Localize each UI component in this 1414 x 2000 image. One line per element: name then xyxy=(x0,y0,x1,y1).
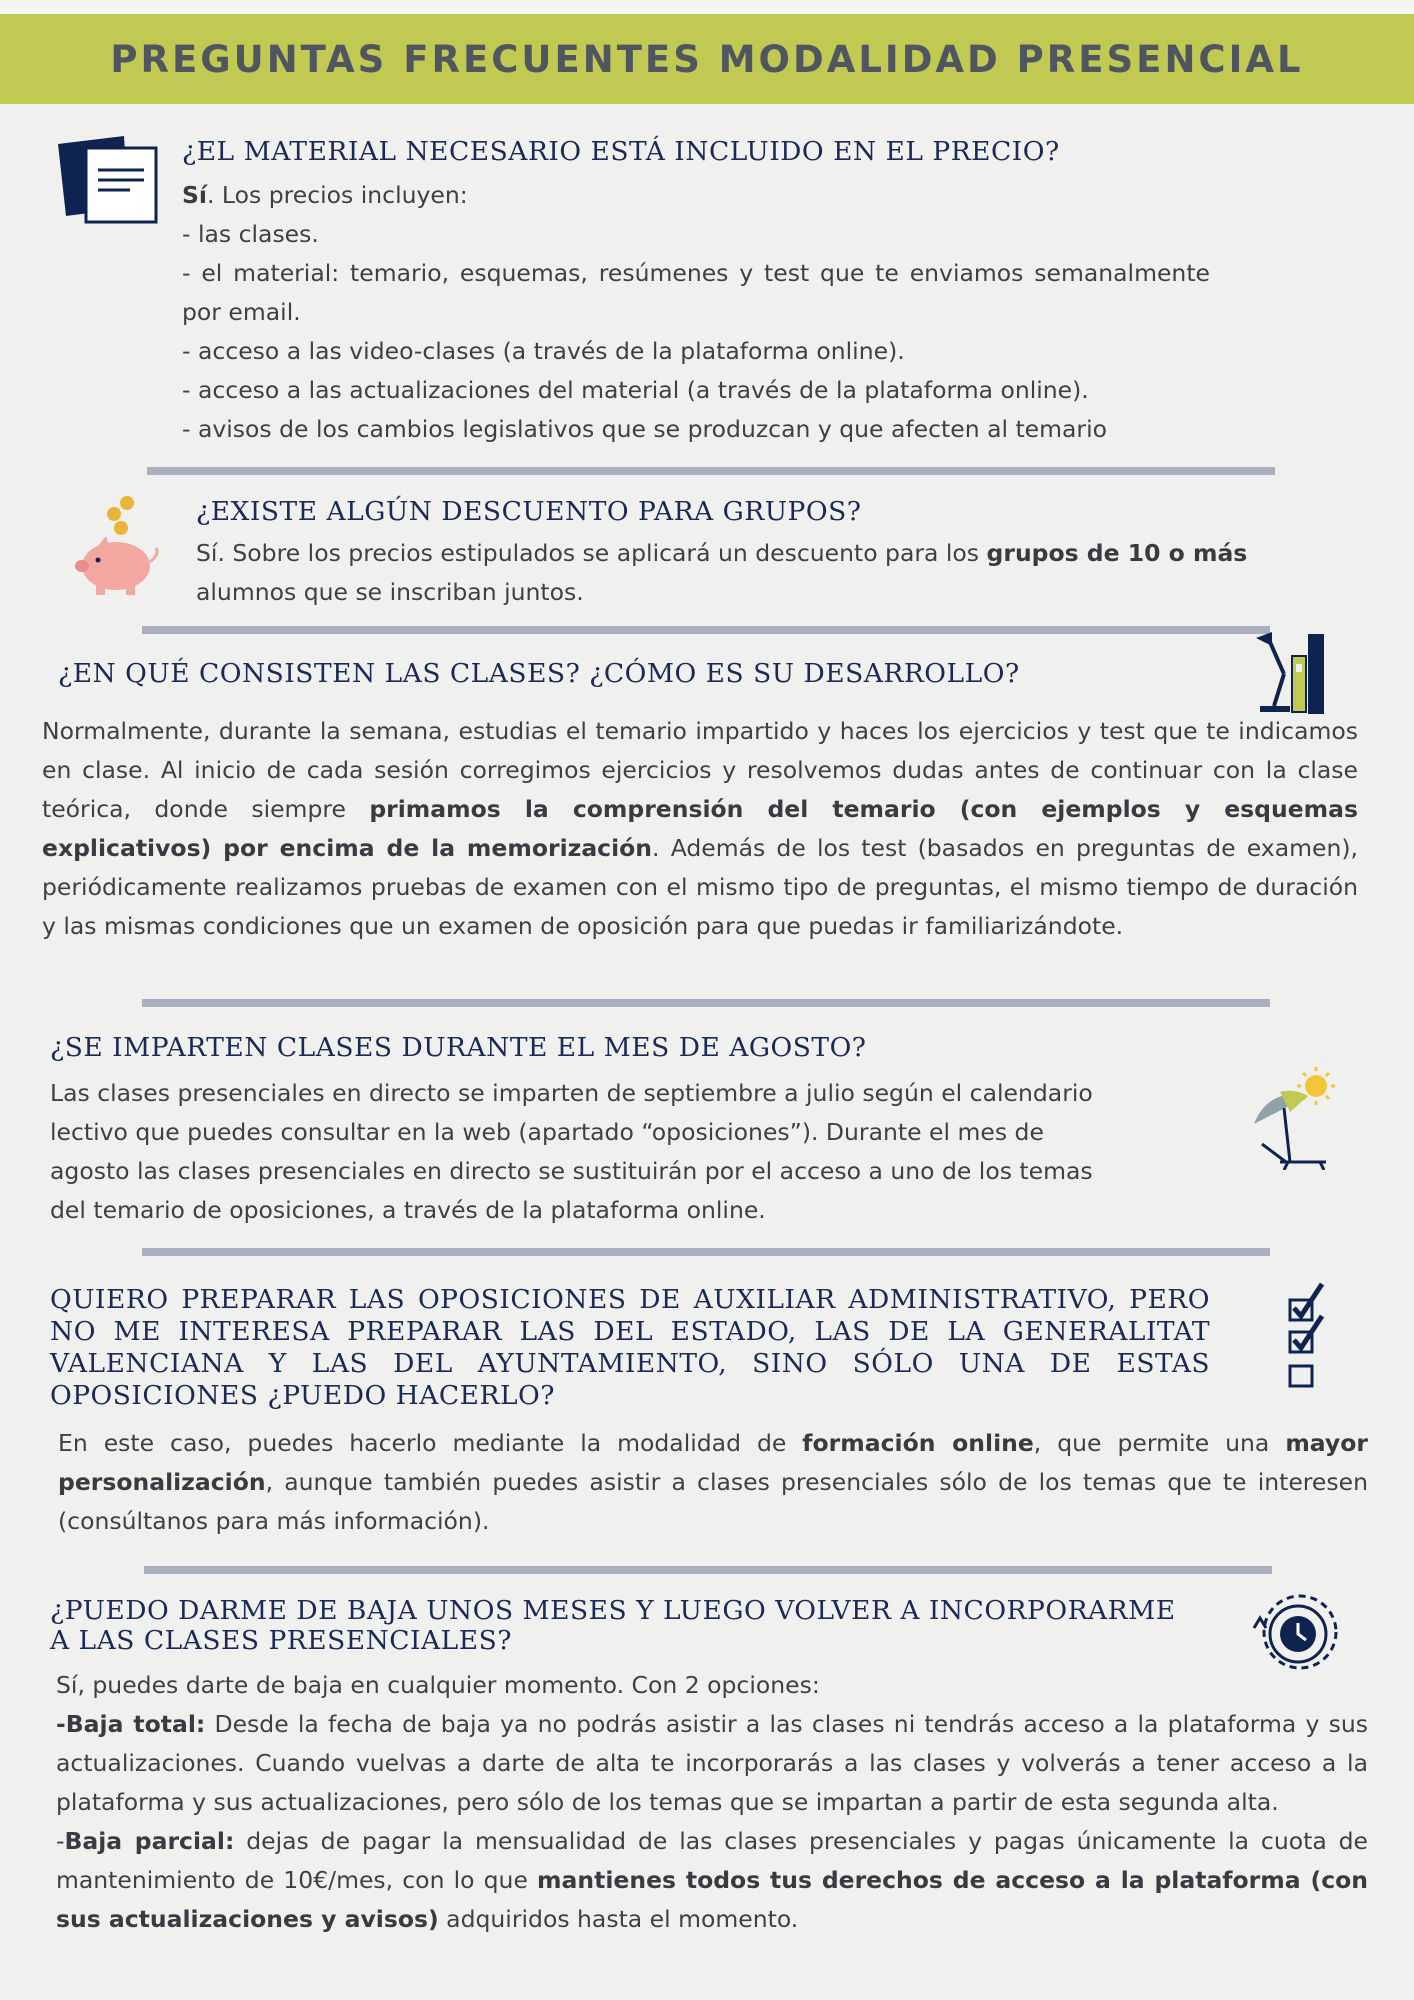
faq1-item: - avisos de los cambios legislativos que se produzcan y que afecten al temario xyxy=(182,415,1108,443)
faq1-answer xyxy=(182,176,1210,449)
faq6-bold: mantienes todos tus derechos de acceso a la plataforma (con sus actualizaciones y avisos) xyxy=(56,1866,1368,1933)
divider xyxy=(147,467,1275,475)
faq6-text: - xyxy=(56,1827,65,1855)
faq5-bold: formación online xyxy=(802,1429,1034,1457)
page-header xyxy=(0,14,1414,104)
faq3-answer xyxy=(42,712,1358,946)
faq5-bold: mayor personalización xyxy=(58,1429,1368,1496)
faq3-bold: primamos la comprensión del temario (con ejemplos y esquemas explicativos) por encima de la memorización xyxy=(42,795,1358,862)
faq6-intro: Sí, puedes darte de baja en cualquier momento. Con 2 opciones: xyxy=(56,1671,820,1699)
faq6-question xyxy=(50,1596,1176,1656)
divider xyxy=(144,1566,1272,1574)
faq1-item: - acceso a las video-clases (a través de la plataforma online). xyxy=(182,337,905,365)
faq5-answer xyxy=(58,1424,1368,1541)
faq2-text: Sí. Sobre los precios estipulados se aplicará un descuento para los xyxy=(196,539,987,567)
faq1-intro-bold: Sí xyxy=(182,181,207,209)
faq6-bold: Baja parcial: xyxy=(64,1827,235,1855)
faq4-line: Las clases presenciales en directo se imparten de septiembre a julio según el calendario xyxy=(50,1079,1093,1107)
faq6-text: adquiridos hasta el momento. xyxy=(438,1905,799,1933)
faq1-item: - acceso a las actualizaciones del material (a través de la plataforma online). xyxy=(182,376,1089,404)
faq4-line: lectivo que puedes consultar en la web (apartado “oposiciones”). Durante el mes de xyxy=(50,1118,1044,1146)
faq3-text: Normalmente, durante la semana, estudias el temario impartido y haces los ejercicios y test que te indicamos en clase. Al inicio de cada sesión corregimos ejercicios y resolvemos dudas antes de continuar con la clase teórica, donde siempre xyxy=(42,717,1358,823)
faq4-question: ¿SE IMPARTEN CLASES DURANTE EL MES DE AGOSTO? xyxy=(50,1032,867,1063)
faq6-text: dejas de pagar la mensualidad de las clases presenciales y pagas únicamente la cuota de mantenimiento de 10€/mes, con lo que xyxy=(56,1827,1368,1894)
faq2-question: ¿EXISTE ALGÚN DESCUENTO PARA GRUPOS? xyxy=(196,496,862,527)
checklist-icon xyxy=(1286,1280,1334,1392)
divider xyxy=(142,626,1270,634)
faq1-item: - el material: temario, esquemas, resúmenes y test que te enviamos semanalmente por email. xyxy=(182,259,1210,326)
faq6-answer xyxy=(56,1666,1368,1939)
faq5-text: En este caso, puedes hacerlo mediante la modalidad de xyxy=(58,1429,803,1457)
faq2-bold: grupos de 10 o más xyxy=(986,539,1248,567)
faq1-question: ¿EL MATERIAL NECESARIO ESTÁ INCLUIDO EN EL PRECIO? xyxy=(182,136,1060,167)
piggy-bank-icon xyxy=(68,492,164,598)
divider xyxy=(142,999,1270,1007)
page-title: PREGUNTAS FRECUENTES MODALIDAD PRESENCIAL xyxy=(110,37,1304,81)
faq3-text: . Además de los test (basados en preguntas de examen), periódicamente realizamos pruebas de examen con el mismo tipo de preguntas, el mismo tiempo de duración y las mismas condiciones que un examen de oposición para que puedas ir familiarizándote. xyxy=(42,834,1358,940)
faq6-bold: -Baja total: xyxy=(56,1710,206,1738)
faq6-question-line: ¿PUEDO DARME DE BAJA UNOS MESES Y LUEGO VOLVER A INCORPORARME xyxy=(50,1595,1176,1626)
faq1-intro: . Los precios incluyen: xyxy=(206,181,468,209)
faq3-question: ¿EN QUÉ CONSISTEN LAS CLASES? ¿CÓMO ES SU DESARROLLO? xyxy=(58,658,1020,689)
faq2-answer xyxy=(196,534,1336,612)
top-strip xyxy=(0,0,1414,14)
faq1-item: - las clases. xyxy=(182,220,319,248)
faq5-question: QUIERO PREPARAR LAS OPOSICIONES DE AUXILIAR ADMINISTRATIVO, PERO NO ME INTERESA PREPARAR LAS DEL ESTADO, LAS DE LA GENERALITAT VALENCIANA Y LAS DEL AYUNTAMIENTO, SINO SÓLO UNA DE ESTAS OPOSICIONES ¿PUEDO HACERLO? xyxy=(50,1284,1210,1411)
divider xyxy=(142,1248,1270,1256)
document-icon xyxy=(56,134,162,226)
desk-lamp-books-icon xyxy=(1252,632,1328,714)
faq4-line: del temario de oposiciones, a través de la plataforma online. xyxy=(50,1196,766,1224)
clock-icon xyxy=(1250,1592,1342,1674)
faq4-line: agosto las clases presenciales en directo se sustituirán por el acceso a uno de los temas xyxy=(50,1157,1093,1185)
faq6-text: Desde la fecha de baja ya no podrás asistir a las clases ni tendrás acceso a la plataforma y sus actualizaciones. Cuando vuelvas a darte de alta te incorporarás a las clases y volverás a tener acceso a la plataforma y sus actualizaciones, pero sólo de los temas que se impartan a partir de esta segunda alta. xyxy=(56,1710,1368,1816)
faq2-text: alumnos que se inscriban juntos. xyxy=(196,578,584,606)
faq5-text: , aunque también puedes asistir a clases presenciales sólo de los temas que te interesen (consúltanos para más información). xyxy=(58,1468,1368,1535)
faq5-text: , que permite una xyxy=(1033,1429,1286,1457)
beach-umbrella-icon xyxy=(1250,1066,1338,1170)
faq6-question-line: A LAS CLASES PRESENCIALES? xyxy=(50,1625,512,1656)
faq4-answer xyxy=(50,1074,1220,1230)
